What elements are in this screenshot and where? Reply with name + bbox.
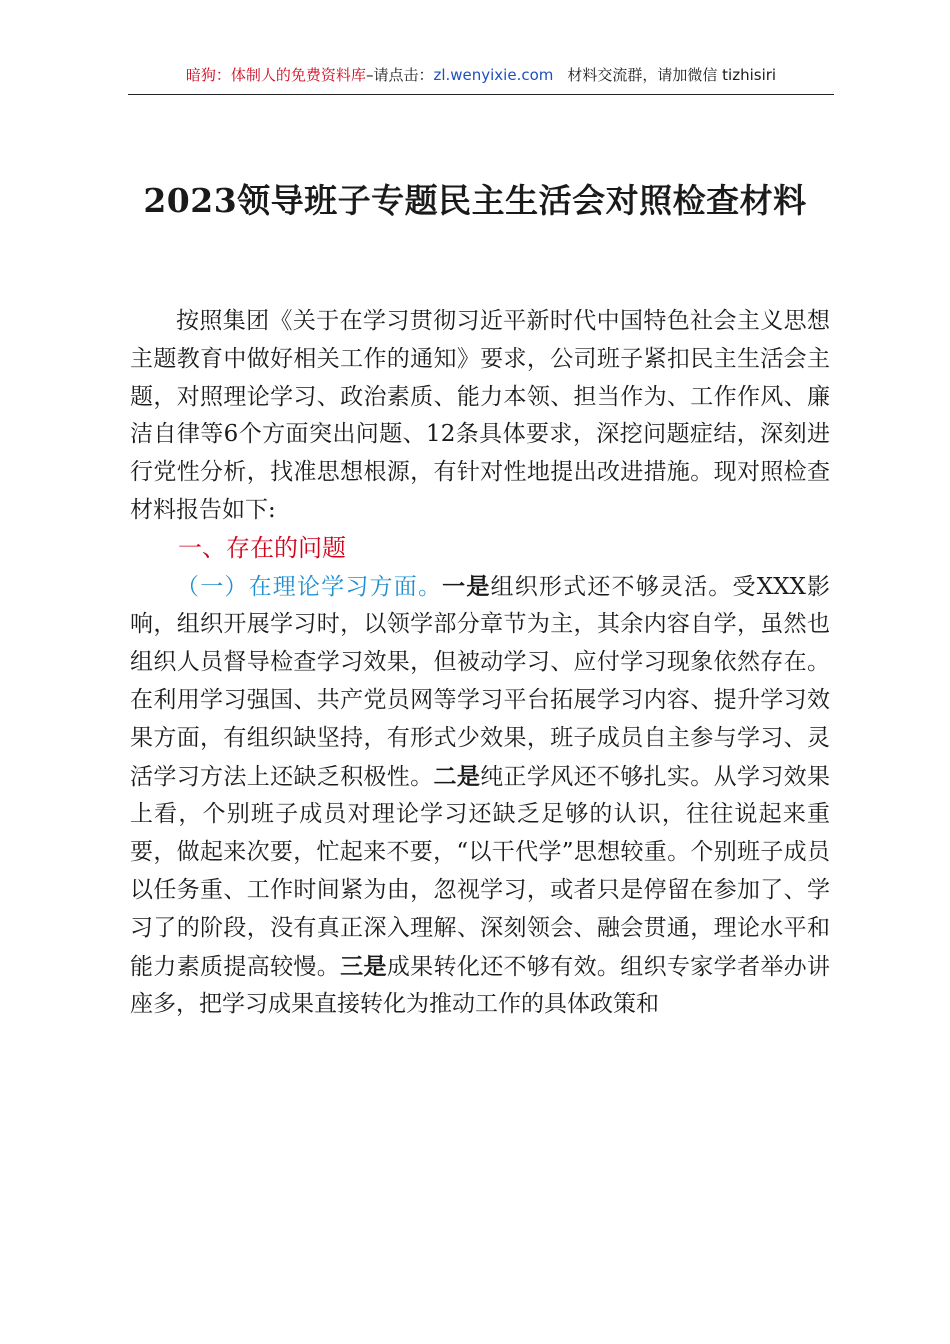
- document-title: 2023领导班子专题民主生活会对照检查材料: [143, 181, 807, 220]
- section-heading-problems: 一、存在的问题: [178, 533, 346, 562]
- text-first-point: 组织形式还不够灵活。受XXX影响，组织开展学习时，以领学部分章节为主，其余内容自学，虽然也组织人员督导检查学习效果，但被动学习、应付学习现象依然存在。在利用学习强国、共产党员网等学习平台拓展学习内容、提升学习效果方面，有组织缺坚持，有形式少效果，班子成员自主参与学习、灵活学习方法上还缺乏积极性。: [130, 573, 831, 790]
- header-brand: 暗狗：体制人的免费资料库: [185, 66, 366, 84]
- document-body: [130, 303, 830, 1024]
- paragraph-theory-study: [130, 568, 830, 1025]
- header-contact: 材料交流群，请加微信 tizhisiri: [567, 66, 777, 84]
- keyword-second: 二是: [433, 762, 481, 790]
- header-click-prefix: –请点击：: [365, 66, 434, 84]
- keyword-first: 一是: [442, 572, 491, 600]
- intro-paragraph: 按照集团《关于在学习贯彻习近平新时代中国特色社会主义思想主题教育中做好相关工作的通知》要求，公司班子紧扣民主生活会主题，对照理论学习、政治素质、能力本领、担当作为、工作作风、廉洁自律等6个方面突出问题、12条具体要求，深挖问题症结，深刻进行党性分析，找准思想根源，有针对性地提出改进措施。现对照检查材料报告如下:: [130, 308, 830, 523]
- text-third-point: 成果转化还不够有效。组织专家学者举办讲座多，把学习成果直接转化为推动工作的具体政策和: [130, 953, 831, 1018]
- subheading-theory-study: （一）在理论学习方面。: [176, 573, 443, 600]
- keyword-third: 三是: [340, 952, 387, 980]
- text-second-point: 纯正学风还不够扎实。从学习效果上看，个别班子成员对理论学习还缺乏足够的认识，往往说起来重要，做起来次要，忙起来不要，“以干代学”思想较重。个别班子成员以任务重、工作时间紧为由，忽视学习，或者只是停留在参加了、学习了的阶段，没有真正深入理解、深刻领会、融会贯通，理论水平和能力素质提高较慢。: [130, 763, 831, 980]
- page-header: [128, 62, 834, 95]
- header-url-link[interactable]: zl.wenyixie.com: [433, 66, 554, 84]
